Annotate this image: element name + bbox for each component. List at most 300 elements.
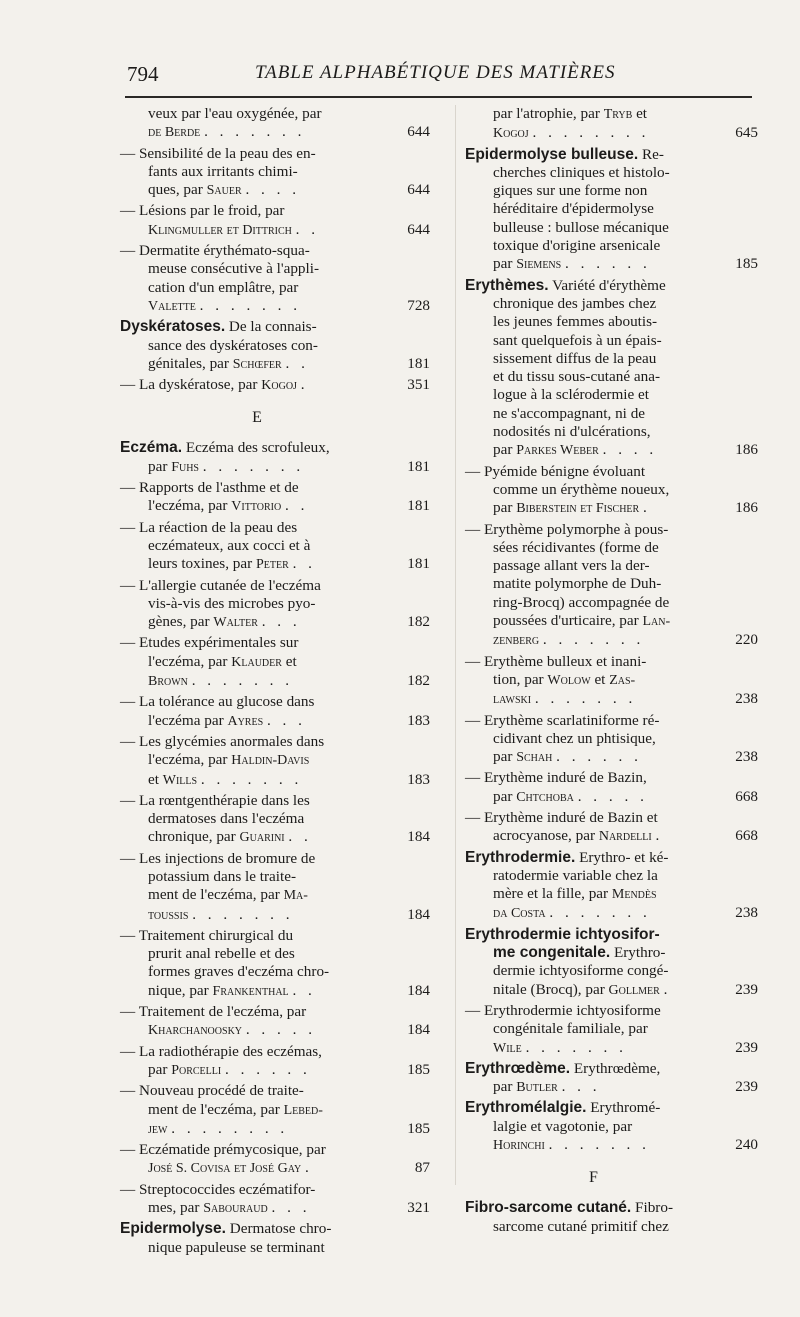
index-text: . . . . . . [225,1060,311,1078]
index-text: ne s'accompagnant, ni de [493,404,646,422]
entry-line [120,1119,430,1139]
index-text: sées récidivantes (forme de [493,538,659,556]
running-title: TABLE ALPHABÉTIQUE DES MATIÈRES [255,62,616,83]
entry-line [120,1199,430,1218]
index-text: Fibro- [631,1199,674,1217]
index-text: par [493,1078,513,1096]
entry-block [493,499,722,518]
entry-line [465,787,758,807]
index-entry [120,1141,430,1179]
page-ref: 183 [407,770,430,788]
index-text: — Nouveau procédé de traite- [120,1082,304,1100]
index-entry [465,711,758,768]
index-text: nique, par [148,981,209,999]
index-text: les jeunes femmes aboutis- [493,313,658,331]
index-text: Erythro- [610,944,666,962]
index-entry [120,202,430,240]
index-text: . . . . . . . [534,690,637,708]
index-text: Erythro- et ké- [575,848,669,866]
index-text: cherches cliniques et histolo- [493,163,670,181]
header-rule [125,96,752,98]
entry-line [120,672,430,691]
page-ref: 87 [414,1159,430,1177]
author-name: Ayres [227,713,264,729]
index-text: comme un érythème noueux, [493,480,670,498]
index-text: — La radiothérapie des eczémas, [120,1042,322,1060]
author-name: Ma- [283,888,308,904]
index-text: l'eczéma, par [148,652,228,670]
index-text: par [493,441,513,459]
index-text: par [493,499,513,517]
entry-block [148,123,394,142]
index-text: — Eczématide prémycosique, par [120,1141,326,1159]
index-text: l'eczéma, par [148,751,228,769]
index-text: . . . . . [245,1021,316,1039]
entry-block [148,1199,394,1218]
entry-block [148,458,394,477]
page-ref: 181 [407,457,430,475]
index-text: — L'allergie cutanée de l'eczéma [120,576,321,594]
index-text: . . . . . . [565,255,651,273]
index-entry [465,520,758,651]
entry-line [465,690,758,709]
page-ref: 238 [735,904,758,922]
index-text: logue à la sclérodermie et [493,386,650,404]
page-ref: 181 [407,497,430,515]
entry-block [148,1120,394,1139]
entry-heading: Dyskératoses. [120,318,226,336]
page-ref: 184 [407,828,430,846]
author-name: de Berde [148,125,201,141]
page-ref: 644 [407,220,430,238]
index-text: . . . . . . . [202,457,305,475]
author-name: Tryb [603,107,633,122]
index-text: poussées d'urticaire, par [493,612,639,630]
index-text: passage allant vers la der- [493,557,650,575]
entry-line [120,1060,430,1080]
index-text: par [493,787,513,805]
index-entry [120,693,430,731]
author-name: Zas- [609,672,636,688]
index-text: par [148,1060,168,1078]
page-ref: 181 [407,354,430,372]
index-text: lalgie et vagotonie, par [493,1117,633,1135]
entry-block [493,1136,722,1155]
author-name: Siemens [516,257,562,273]
entry-block [148,828,394,847]
page-ref: 645 [735,124,758,142]
page-ref: 186 [735,499,758,517]
entry-block [148,712,394,731]
index-text: ratodermie variable chez la [493,866,658,884]
page-ref: 644 [407,181,430,199]
index-entry [120,376,430,395]
page-ref: 351 [407,376,430,394]
index-text: ment de l'eczéma, par [148,886,280,904]
index-text: — Erythème induré de Bazin, [465,769,647,787]
index-text: nique papuleuse se terminant [148,1238,325,1256]
index-text: vis-à-vis des microbes pyo- [148,594,316,612]
index-text: — Etudes expérimentales sur [120,634,299,652]
page-ref: 185 [735,255,758,273]
index-text: . . . . . . . [200,770,303,788]
entry-heading: Erythèmes. [465,276,549,294]
author-name: Mendès [611,887,657,903]
index-entry [120,144,430,201]
index-text: . . . . . . . [191,672,294,690]
author-name: Chtchoba [516,789,574,805]
index-text: toxique d'origine arsenicale [493,237,661,255]
index-text: congénitale familiale, par [493,1020,648,1038]
entry-block [493,981,722,1000]
entry-line [120,296,430,316]
author-name: Peter [255,557,289,573]
page-ref: 728 [407,296,430,314]
index-text: . . . [261,613,301,631]
index-text: . . [288,828,312,846]
index-text: par [493,255,513,273]
index-entry [465,925,758,1000]
index-text: — Erythème induré de Bazin et [465,808,658,826]
index-text: . [663,980,672,998]
index-text: potassium dans le traite- [148,867,297,885]
index-text: et [148,770,159,788]
index-text: et du tissu sous-cutané ana- [493,368,661,386]
index-text: — La réaction de la peau des [120,518,298,536]
index-text: Erythromé- [586,1099,661,1117]
page-ref: 220 [735,631,758,649]
entry-heading: Erythrodermie. [465,848,576,866]
index-text: — Streptococcides eczématifor- [120,1180,316,1198]
index-text: . . [292,981,316,999]
index-text: — Traitement chirurgical du [120,926,294,944]
entry-heading: Erythromélalgie. [465,1099,587,1117]
index-text: — Erythème scarlatiniforme ré- [465,711,660,729]
index-text: . . . [271,1199,311,1217]
entry-heading: Eczéma. [120,439,183,457]
index-entry [120,634,430,691]
page-ref: 182 [407,613,430,631]
index-text: — Sensibilité de la peau des en- [120,144,316,162]
index-entry [465,462,758,519]
index-text: . . [292,555,316,573]
entry-heading: Epidermolyse bulleuse. [465,145,639,163]
entry-line [465,441,758,460]
page-ref: 239 [735,1038,758,1056]
index-text: . [643,499,651,517]
index-text: . [655,827,664,845]
index-entry [120,1042,430,1081]
index-text: meuse consécutive à l'appli- [148,260,320,278]
index-text: Eczéma des scrofuleux, [182,439,330,457]
index-text: . . . . [602,441,658,459]
entry-block [493,827,722,846]
entry-heading: me congenitale. [493,944,611,962]
index-text: par [493,748,513,766]
page-header [125,60,750,90]
page-ref: 240 [735,1136,758,1154]
entry-line [465,1136,758,1155]
index-text: — Les injections de bromure de [120,849,316,867]
index-entry [120,1082,430,1139]
index-text: . . . . . . . [204,123,306,141]
entry-block [148,982,394,1001]
index-text: Variété d'érythème [548,276,666,294]
column-divider [455,105,456,1185]
entry-line [120,1021,430,1040]
index-text: acrocyanose, par [493,827,596,845]
index-entry [120,105,430,143]
entry-block [148,221,394,240]
entry-block [493,255,722,274]
page-ref: 238 [735,748,758,766]
left-column [120,105,442,1259]
entry-block [493,904,722,923]
index-text: cation d'un emplâtre, par [148,278,299,296]
index-text: nodosités ni d'ulcérations, [493,423,651,441]
author-name: Kharchanoosky [148,1023,243,1039]
index-text: . . [284,497,309,515]
index-text: cidivant chez un phtisique, [493,729,656,747]
entry-line [120,981,430,1001]
entry-line [465,1038,758,1058]
author-name: zenberg [493,633,540,649]
index-text: Dermatose chro- [225,1220,332,1238]
page-ref: 238 [735,690,758,708]
entry-block [493,690,722,709]
entry-heading: Fibro-sarcome cutané. [465,1199,632,1217]
index-entry [465,1059,758,1098]
index-text: l'eczéma, par [148,497,228,515]
entry-block [148,1061,394,1080]
author-name: Walter [213,615,258,631]
author-name: Sauer [206,183,242,199]
author-name: Parkes Weber [516,443,599,459]
author-name: Schœfer [232,356,282,372]
author-name: jew [148,1121,168,1137]
author-name: Sabouraud [203,1201,268,1217]
index-text: — Lésions par le froid, par [120,202,285,220]
section-letter: F [589,1169,598,1187]
index-text: et [590,670,606,688]
index-text: — Dermatite érythémato-squa- [120,242,310,260]
entry-line [465,255,758,274]
entry-line [120,905,430,925]
author-name: Vittorio [231,499,282,515]
index-text: fants aux irritants chimi- [148,162,298,180]
index-text: dermie ichtyosiforme congé- [493,962,669,980]
index-entry [120,1220,394,1257]
index-text: mère et la fille, par [493,885,609,903]
entry-line [465,904,758,923]
author-name: Kogoj [493,126,529,142]
author-name: Wile [493,1040,522,1056]
page-ref: 184 [407,1021,430,1039]
entry-line [465,980,758,1000]
index-text: ment de l'eczéma, par [148,1100,280,1118]
author-name: toussis [148,907,189,923]
entry-line [120,123,430,142]
index-entry [465,105,758,144]
index-text: . . . . [245,181,301,199]
author-name: Wolow [547,672,591,688]
author-name: Butler [516,1080,558,1096]
index-entry [120,926,430,1001]
entry-line [120,181,430,200]
index-text: — Pyémide bénigne évoluant [465,462,646,480]
index-text: dermatoses dans l'eczéma [148,810,305,828]
entry-line [120,711,430,731]
entry-line [120,220,430,240]
index-text: . . . . . . . [549,904,651,922]
page-ref: 181 [407,555,430,573]
index-text: leurs toxines, par [148,555,253,573]
author-name: Kogoj [261,378,297,394]
index-text: . . . . . . [556,748,642,766]
entry-block [493,788,722,807]
page-ref: 186 [735,441,758,459]
entry-line [465,499,758,518]
entry-block [120,376,394,395]
index-text: — Erythème polymorphe à pous- [465,520,669,538]
index-text: — Rapports de l'asthme et de [120,479,299,497]
index-text: . . . . . . . [525,1038,627,1056]
index-entry [465,1199,722,1236]
author-name: da Costa [493,906,546,922]
index-text: chronique des jambes chez [493,294,657,312]
index-text: chronique, par [148,828,236,846]
entry-heading: Epidermolyse. [120,1220,226,1238]
index-text: — Erythrodermie ichtyosiforme [465,1001,661,1019]
entry-line [120,354,430,374]
index-entry [465,1001,758,1058]
page-ref: 239 [735,1078,758,1096]
index-text: génitales, par [148,354,229,372]
author-name: Nardelli [598,829,652,845]
index-entry [120,479,430,517]
entry-line [465,748,758,767]
index-text: tion, par [493,670,544,688]
entry-line [120,376,430,395]
entry-block [148,355,394,374]
entry-heading: Erythrœdème. [465,1059,571,1077]
author-name: Brown [148,674,188,690]
author-name: Porcelli [171,1062,222,1078]
author-name: Valette [148,298,196,314]
index-text: ring-Brocq) accompagnée de [493,593,670,611]
entry-line [120,457,430,477]
index-text: . . . . . . . [199,296,302,314]
index-entry [465,276,758,461]
index-text: . . . . . . . . [532,124,650,142]
index-text: nitale (Brocq), par [493,980,605,998]
author-name: Guarini [239,830,285,846]
index-text: . . . . . . . [542,631,645,649]
author-name: Fuhs [171,459,199,475]
entry-line [465,827,758,846]
index-text: . [300,376,309,394]
entry-line [120,497,430,516]
index-text: . . [285,354,309,372]
index-entry [465,769,758,807]
index-entry [465,145,758,275]
author-name: José S. Covisa et José Gay [148,1161,302,1177]
index-entry [465,808,758,847]
page-ref: 321 [407,1199,430,1217]
entry-block [148,771,394,790]
entry-block [148,555,394,574]
index-text: giques sur une forme non [493,182,648,200]
index-text: et [281,652,297,670]
page-ref: 185 [407,1119,430,1137]
index-text: eczémateux, aux cocci et à [148,536,311,554]
index-text: par l'atrophie, par [493,105,600,122]
index-entry [120,1180,430,1219]
index-text: De la connais- [225,318,317,336]
page-ref: 184 [407,981,430,999]
index-text: matite polymorphe de Duh- [493,575,662,593]
index-text: — Les glycémies anormales dans [120,732,325,750]
index-entry [465,848,758,924]
author-name: Lan- [642,614,671,630]
entry-block [148,906,394,925]
index-text: prurit anal rebelle et des [148,945,295,963]
entry-block [493,631,722,650]
page-ref: 644 [407,123,430,141]
author-name: Lebed- [283,1102,323,1118]
index-text: veux par l'eau oxygénée, par [148,105,322,122]
index-text: . . . . . . . [192,905,294,923]
index-text: ques, par [148,181,203,199]
entry-block [148,181,394,200]
index-text: — La rœntgenthérapie dans les [120,791,310,809]
index-text: bulleuse : bullose mécanique [493,218,669,236]
entry-block [493,1039,722,1058]
entry-line [120,613,430,632]
entry-block [148,1159,394,1178]
index-text: sissement diffus de la peau [493,349,657,367]
entry-block [148,297,394,316]
page-ref: 185 [407,1060,430,1078]
index-text: Erythrœdème, [570,1059,661,1077]
index-text: . . [295,220,320,238]
index-entry [120,318,430,374]
section-letter: E [252,409,262,427]
index-entry [120,439,430,477]
entry-block [493,441,722,460]
index-text: . [305,1159,313,1177]
index-text: . . . [561,1078,601,1096]
index-text: . . . . . . . [548,1136,650,1154]
index-text: — La tolérance au glucose dans [120,693,315,711]
index-text: sant quelquefois à un épais- [493,331,662,349]
index-text: — Erythème bulleux et inani- [465,652,647,670]
page-ref: 182 [407,672,430,690]
entry-block [148,613,394,632]
index-entry [120,242,430,316]
entry-block [493,748,722,767]
entry-block [465,105,770,1236]
author-name: Biberstein et Fischer [516,501,640,517]
entry-line [120,1159,430,1178]
index-text: l'eczéma par [148,711,224,729]
entry-block [148,1021,394,1040]
entry-line [120,770,430,790]
index-text: formes graves d'eczéma chro- [148,963,330,981]
author-name: Frankenthal [212,983,289,999]
index-entry [120,518,430,575]
index-text: . . . . . [577,787,648,805]
